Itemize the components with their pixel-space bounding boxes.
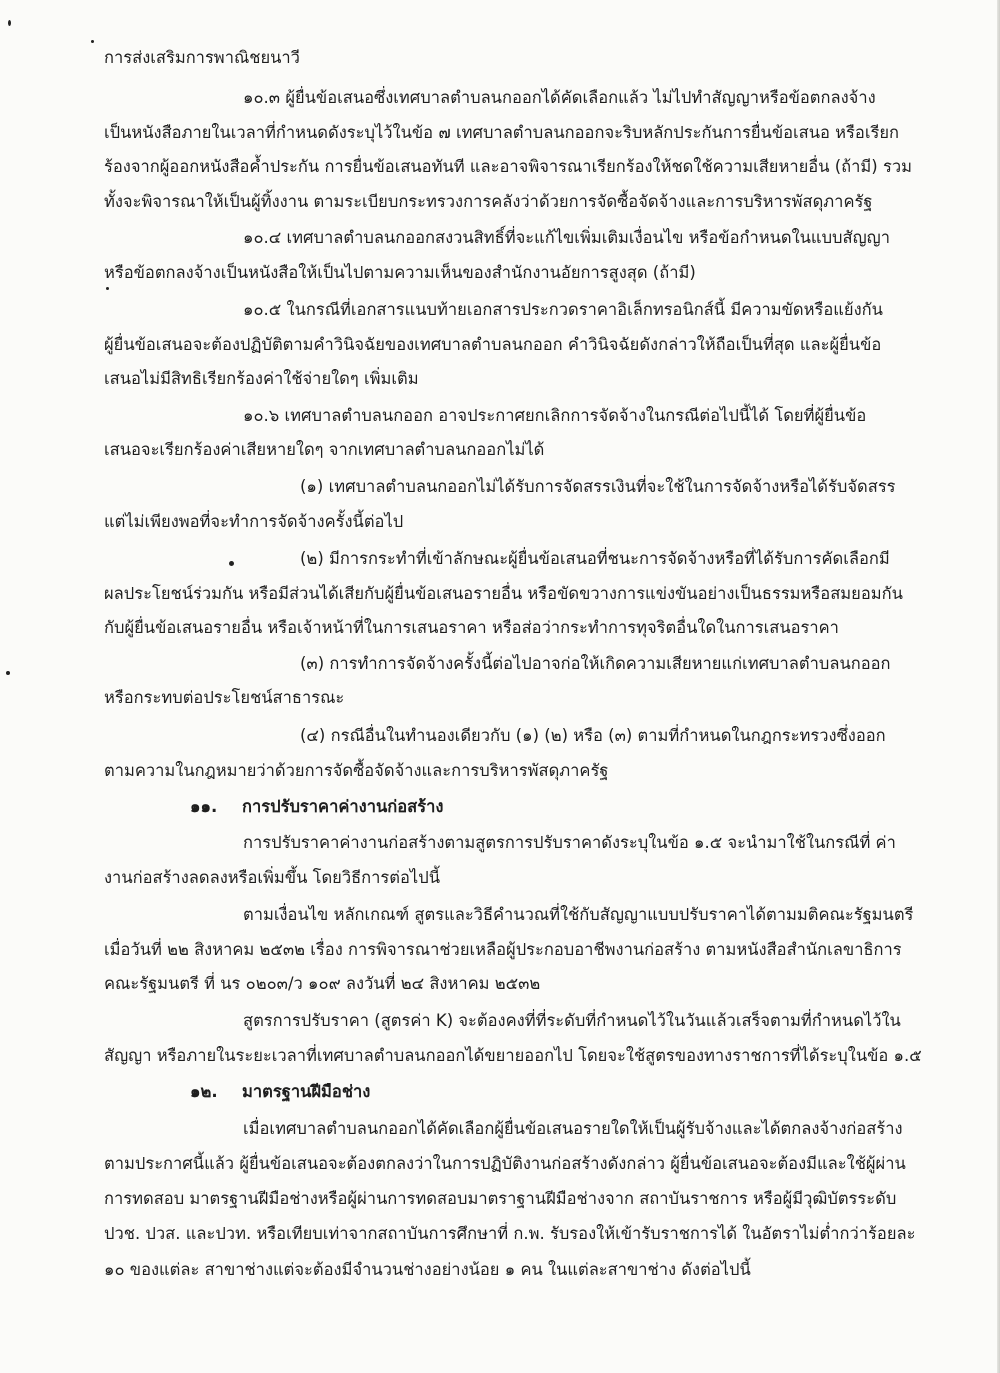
clause-10-3-line: ๑๐.๓ ผู้ยื่นข้อเสนอซึ่งเทศบาลตำบลนกออกได้คัดเลือกแล้ว ไม่ไปทำสัญญาหรือข้อตกลงจ้าง [243, 88, 876, 107]
sub-item-1-line: (๑) เทศบาลตำบลนกออกไม่ได้รับการจัดสรรเงินที่จะใช้ในการจัดจ้างหรือได้รับจัดสรร [300, 477, 896, 496]
scan-speck [91, 40, 94, 43]
section-11-para-1-line: งานก่อสร้างลดลงหรือเพิ่มขึ้น โดยวิธีการต่อไปนี้ [104, 868, 440, 887]
section-11-title: การปรับราคาค่างานก่อสร้าง [242, 797, 444, 816]
sub-item-2-line: กับผู้ยื่นข้อเสนอรายอื่น หรือเจ้าหน้าที่ในการเสนอราคา หรือส่อว่ากระทำการทุจริตอื่นใดในการเสนอราคา [104, 618, 839, 637]
section-12-para-line: การทดสอบ มาตรฐานฝีมือช่างหรือผู้ผ่านการทดสอบมาตราฐานฝีมือช่างจาก สถาบันราชการ หรือผู้มีวุฒิบัตรระดับ [104, 1189, 897, 1208]
scan-speck [229, 561, 234, 566]
clause-10-3-line: เป็นหนังสือภายในเวลาที่กำหนดดังระบุไว้ในข้อ ๗ เทศบาลตำบลนกออกจะริบหลักประกันการยื่นข้อเสนอ หรือเรียก [104, 123, 899, 142]
sub-item-3-line: หรือกระทบต่อประโยชน์สาธารณะ [104, 688, 345, 707]
scan-speck [8, 20, 11, 26]
clause-10-5-line: ๑๐.๕ ในกรณีที่เอกสารแนบท้ายเอกสารประกวดราคาอิเล็กทรอนิกส์นี้ มีความขัดหรือแย้งกัน [243, 300, 883, 319]
clause-10-4-line: ๑๐.๔ เทศบาลตำบลนกออกสงวนสิทธิ์ที่จะแก้ไขเพิ่มเติมเงื่อนไข หรือข้อกำหนดในแบบสัญญา [243, 228, 890, 247]
clause-10-3-line: ร้องจากผู้ออกหนังสือค้ำประกัน การยื่นข้อเสนอทันที และอาจพิจารณาเรียกร้องให้ชดใช้ความเสียหายอื่น (ถ้ามี) รวม [104, 157, 912, 176]
sub-item-4-line: ตามความในกฎหมายว่าด้วยการจัดซื้อจัดจ้างและการบริหารพัสดุภาครัฐ [104, 761, 609, 780]
section-12-para-line: เมื่อเทศบาลตำบลนกออกได้คัดเลือกผู้ยื่นข้อเสนอรายใดให้เป็นผู้รับจ้างและได้ตกลงจ้างก่อสร้าง [243, 1119, 903, 1138]
section-11-number: ๑๑. [190, 797, 218, 816]
section-12-para-line: ตามประกาศนี้แล้ว ผู้ยื่นข้อเสนอจะต้องตกลงว่าในการปฏิบัติงานก่อสร้างดังกล่าว ผู้ยื่นข้อเสนอจะต้องมีและใช้ผู้ผ่าน [104, 1154, 906, 1173]
section-11-para-2-line: คณะรัฐมนตรี ที่ นร ๐๒๐๓/ว ๑๐๙ ลงวันที่ ๒๔ สิงหาคม ๒๕๓๒ [104, 974, 541, 993]
sub-item-2-line: (๒) มีการกระทำที่เข้าลักษณะผู้ยื่นข้อเสนอที่ชนะการจัดจ้างหรือที่ได้รับการคัดเลือกมี [300, 549, 890, 568]
section-11-para-3-line: สัญญา หรือภายในระยะเวลาที่เทศบาลตำบลนกออกได้ขยายออกไป โดยจะใช้สูตรของทางราชการที่ได้ระบุในข้อ ๑.๕ [104, 1046, 922, 1065]
section-12-number: ๑๒. [190, 1082, 218, 1101]
clause-10-3-line: ทั้งจะพิจารณาให้เป็นผู้ทิ้งงาน ตามระเบียบกระทรวงการคลังว่าด้วยการจัดซื้อจัดจ้างและการบริหารพัสดุภาครัฐ [104, 192, 873, 211]
section-12-title: มาตรฐานฝีมือช่าง [242, 1082, 371, 1101]
section-12-heading [190, 1080, 370, 1104]
header-line: การส่งเสริมการพาณิชยนาวี [104, 48, 300, 67]
clause-10-5-line: ผู้ยื่นข้อเสนอจะต้องปฏิบัติตามคำวินิจฉัยของเทศบาลตำบลนกออก คำวินิจฉัยดังกล่าวให้ถือเป็นที่สุด และผู้ยื่นข้อ [104, 335, 882, 354]
clause-10-6-line: เสนอจะเรียกร้องค่าเสียหายใดๆ จากเทศบาลตำบลนกออกไม่ได้ [104, 440, 545, 459]
scan-speck [6, 671, 10, 675]
sub-item-3-line: (๓) การทำการจัดจ้างครั้งนี้ต่อไปอาจก่อให้เกิดความเสียหายแก่เทศบาลตำบลนกออก [300, 654, 891, 673]
section-12-para-line: ๑๐ ของแต่ละ สาขาช่างแต่จะต้องมีจำนวนช่างอย่างน้อย ๑ คน ในแต่ละสาขาช่าง ดังต่อไปนี้ [104, 1260, 751, 1279]
section-11-para-1-line: การปรับราคาค่างานก่อสร้างตามสูตรการปรับราคาดังระบุในข้อ ๑.๕ จะนำมาใช้ในกรณีที่ ค่า [243, 833, 896, 852]
scan-speck [106, 287, 109, 290]
clause-10-6-line: ๑๐.๖ เทศบาลตำบลนกออก อาจประกาศยกเลิกการจัดจ้างในกรณีต่อไปนี้ได้ โดยที่ผู้ยื่นข้อ [243, 406, 867, 425]
clause-10-4-line: หรือข้อตกลงจ้างเป็นหนังสือให้เป็นไปตามความเห็นของสำนักงานอัยการสูงสุด (ถ้ามี) [104, 263, 696, 282]
section-12-para-line: ปวช. ปวส. และปวท. หรือเทียบเท่าจากสถาบันการศึกษาที่ ก.พ. รับรองให้เข้ารับราชการได้ ในอัตราไม่ต่ำกว่าร้อยละ [104, 1224, 916, 1243]
sub-item-1-line: แต่ไม่เพียงพอที่จะทำการจัดจ้างครั้งนี้ต่อไป [104, 512, 404, 531]
sub-item-2-line: ผลประโยชน์ร่วมกัน หรือมีส่วนได้เสียกับผู้ยื่นข้อเสนอรายอื่น หรือขัดขวางการแข่งขันอย่างเป็นธรรมหรือสมยอมกัน [104, 584, 903, 603]
sub-item-4-line: (๔) กรณีอื่นในทำนองเดียวกับ (๑) (๒) หรือ (๓) ตามที่กำหนดในกฎกระทรวงซึ่งออก [300, 726, 886, 745]
section-11-para-3-line: สูตรการปรับราคา (สูตรค่า K) จะต้องคงที่ที่ระดับที่กำหนดไว้ในวันแล้วเสร็จตามที่กำหนดไว้ใน [243, 1011, 901, 1030]
section-11-para-2-line: ตามเงื่อนไข หลักเกณฑ์ สูตรและวิธีคำนวณที่ใช้กับสัญญาแบบปรับราคาได้ตามมติคณะรัฐมนตรี [243, 905, 914, 924]
section-11-para-2-line: เมื่อวันที่ ๒๒ สิงหาคม ๒๕๓๒ เรื่อง การพิจารณาช่วยเหลือผู้ประกอบอาชีพงานก่อสร้าง ตามหนังสือสำนักเลขาธิการ [104, 940, 902, 959]
clause-10-5-line: เสนอไม่มีสิทธิเรียกร้องค่าใช้จ่ายใดๆ เพิ่มเติม [104, 369, 419, 388]
section-11-heading [190, 795, 443, 819]
